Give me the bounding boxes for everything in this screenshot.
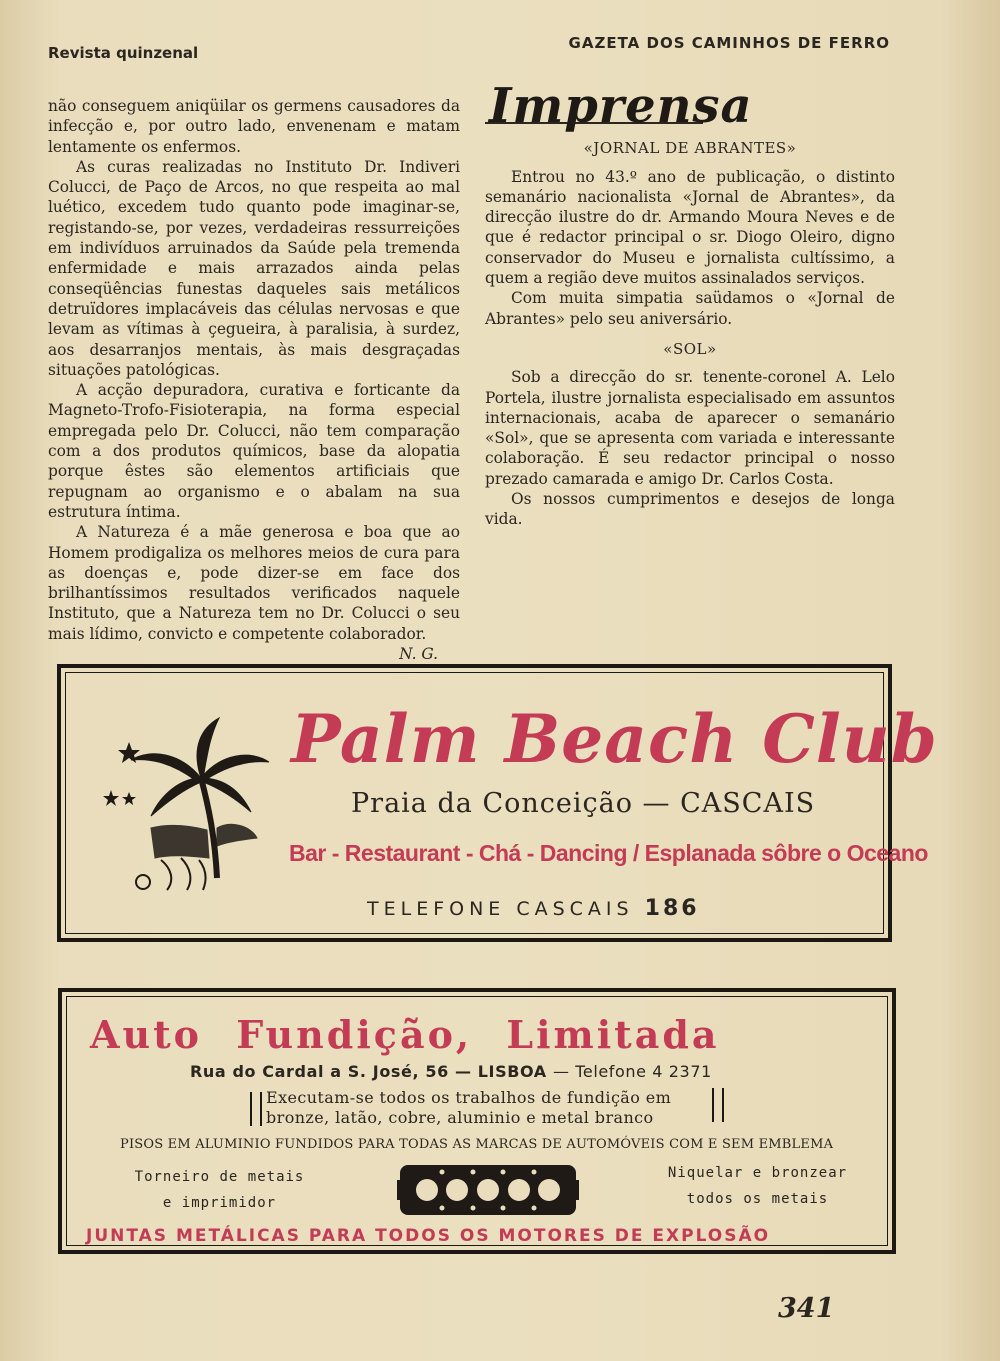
paragraph: Entrou no 43.º ano de publicação, o distinto semanário nacionalista «Jornal de Abrantes», da direcção ilustre do dr. Armando Moura Neves e de que é redactor principal o sr. Diogo Oleiro, digno conservador do Museu e jornalista cultíssimo, a quem a região deve muitos assinalados serviços.: [485, 167, 895, 288]
gasket-icon: [397, 1162, 579, 1218]
ad-title: Palm Beach Club: [291, 700, 938, 778]
phone-number: 186: [644, 896, 700, 921]
section-title: Imprensa: [489, 78, 753, 134]
left-column: [48, 96, 460, 664]
palm-beach-advertisement: [57, 664, 938, 942]
ad-address: [190, 1062, 712, 1081]
ad-location: Praia da Conceição — CASCAIS: [351, 788, 816, 819]
paragraph: A Natureza é a mãe generosa e boa que ao Homem prodigaliza os melhores meios de cura para as doenças e, pode dizer-se em face dos brilhantíssimos resultados verificados naquele Instituto, que a Natureza tem no Dr. Colucci o seu mais lídimo, convicto e competente colaborador.: [48, 523, 460, 643]
ad-title: Auto Fundição, Limitada: [90, 1012, 720, 1057]
subheading: «SOL»: [663, 339, 717, 358]
subheading: «JORNAL DE ABRANTES»: [583, 139, 797, 158]
header-right: GAZETA DOS CAMINHOS DE FERRO: [568, 34, 890, 52]
paragraph: Os nossos cumprimentos e desejos de longa vida.: [485, 490, 895, 529]
decorative-bars: [712, 1088, 724, 1122]
auto-fundicao-advertisement: [58, 988, 896, 1254]
phone-text: — Telefone 4 2371: [552, 1062, 712, 1081]
ad-pisos-line: PISOS EM ALUMINIO FUNDIDOS PARA TODAS AS MARCAS DE AUTOMÓVEIS COM E SEM EMBLEMA: [120, 1137, 834, 1152]
ad-services: Bar - Restaurant - Chá - Dancing / Esplanada sôbre o Oceano: [289, 840, 928, 866]
paragraph: não conseguem aniqüilar os germens causadores da infecção e, por outro lado, envenenam e matam lentamente os enfermos.: [48, 97, 460, 156]
paragraph: A acção depuradora, curativa e forticante da Magneto-Trofo-Fisioterapia, na forma especial empregada pelo Dr. Colucci, não tem comparação com a dos produtos químicos, base da alopatia porque êstes são elementos artificiais que repugnam ao organismo e o abalam na sua estrutura íntima.: [48, 381, 460, 521]
ad-services: Executam-se todos os trabalhos de fundição em bronze, latão, cobre, aluminio e metal branco: [266, 1088, 672, 1127]
right-column: [485, 78, 895, 530]
paragraph: Com muita simpatia saüdamos o «Jornal de Abrantes» pelo seu aniversário.: [485, 289, 895, 328]
ad-phone: [367, 896, 700, 921]
header-left: Revista quinzenal: [48, 44, 199, 62]
ad-torneiro: Torneiro de metais e imprimidor: [134, 1169, 305, 1211]
address-text: Rua do Cardal a S. José, 56 — LISBOA: [190, 1062, 547, 1081]
paragraph: As curas realizadas no Instituto Dr. Indiveri Colucci, de Paço de Arcos, no que respeita ao mal luético, excedem tudo quanto pode imaginar-se, registando-se, por vezes, verdadeiras ressurreições em indivíduos arruinados da Saúde pela tremenda enfermidade e mais arrazados ainda pelas conseqüências funestas daqueles sais metálicos detruïdores implacáveis das células nervosas e que levam as vítimas à çegueira, à paralisia, à surdez, aos desarranjos mentais, às mais desgraçadas situações patológicas.: [48, 157, 460, 379]
page-number: 341: [778, 1293, 835, 1324]
ad-niquelar: Niquelar e bronzear todos os metais: [667, 1165, 848, 1207]
phone-label: TELEFONE CASCAIS: [367, 898, 634, 920]
ad-juntas: JUNTAS METÁLICAS PARA TODOS OS MOTORES DE EXPLOSÃO: [86, 1226, 771, 1246]
decorative-bars: [250, 1092, 262, 1126]
palm-tree-icon: [91, 708, 281, 898]
paragraph: Sob a direcção do sr. tenente-coronel A. Lelo Portela, ilustre jornalista especialisado em assuntos internacionais, acaba de aparecer o semanário «Sol», que se apresenta com variada e interessante colaboração. É seu redactor principal o nosso prezado camarada e amigo Dr. Carlos Costa.: [485, 368, 895, 488]
signature: N. G.: [399, 645, 438, 664]
